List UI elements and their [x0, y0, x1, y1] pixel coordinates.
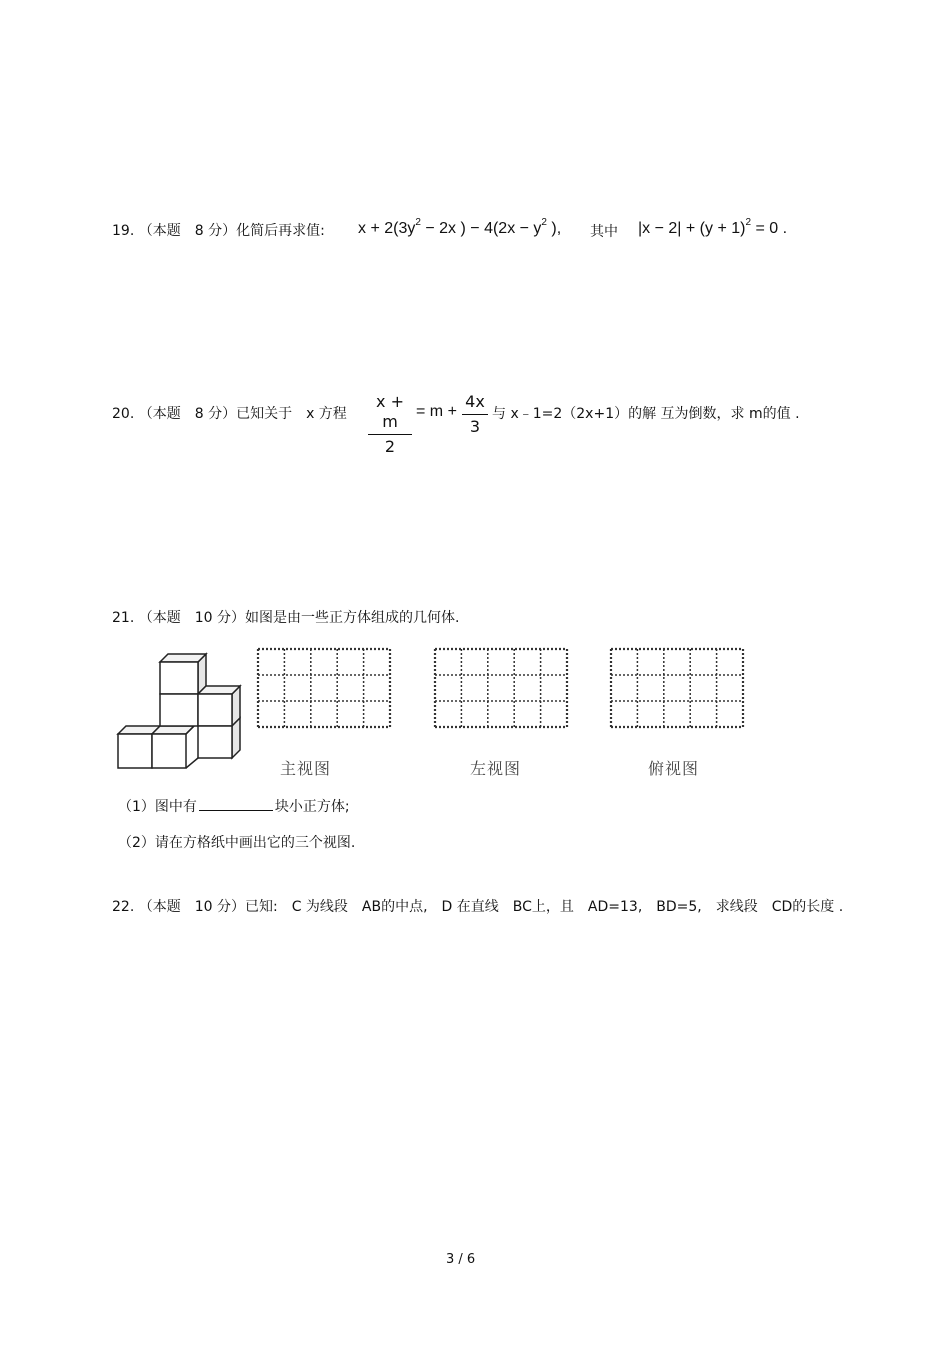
cube-side	[232, 718, 240, 758]
cube-front	[198, 726, 232, 758]
q22-meta: （本题 10 分）已知: C 为线段 AB的中点, D 在直线 BC上，且 AD=13, BD=5, 求线段 CD的长度 .	[138, 899, 844, 915]
q19-where: 其中	[590, 224, 618, 240]
q21-part1: （1）图中有 块小正方体;	[118, 799, 350, 815]
page-number: 3 / 6	[446, 1252, 476, 1267]
cube-top	[160, 654, 206, 662]
q20-rest: 与 x﹣1=2（2x+1）的解 互为倒数，求 m的值 .	[492, 406, 800, 422]
left-view-grid	[433, 647, 569, 729]
q21-line	[112, 607, 459, 627]
q19-meta: （本题 8 分）化简后再求值:	[138, 223, 325, 239]
cube-front	[152, 734, 186, 768]
q20-equals: = m +	[416, 403, 457, 420]
answer-blank[interactable]	[199, 798, 273, 811]
q21-meta: （本题 10 分）如图是由一些正方体组成的几何体.	[138, 610, 460, 626]
q19-number: 19.	[112, 223, 135, 239]
q22-number: 22.	[112, 899, 135, 915]
cube-front	[118, 734, 152, 768]
q20-fraction-2: 4x 3	[462, 392, 488, 437]
cube-front	[160, 694, 198, 726]
q19-expression: $x + 2(3y^2 - 2x$ ) − $4(2x - y^2$ ),	[358, 217, 562, 237]
cube-front	[160, 662, 198, 694]
cube-solid-figure	[114, 652, 244, 774]
q20-fraction-1: x + m 2	[368, 392, 412, 457]
left-view-label: 左视图	[470, 759, 522, 778]
cube-top	[198, 686, 240, 694]
top-view-grid	[609, 647, 745, 729]
q19-line	[112, 220, 325, 240]
q20-meta: （本题 8 分）已知关于 x 方程	[138, 406, 347, 422]
cube-front	[198, 694, 232, 726]
front-view-label: 主视图	[280, 759, 332, 778]
q20-line	[112, 403, 347, 423]
q19-condition: $|x - 2| + (y + 1)^2 = 0$ .	[638, 217, 788, 237]
q22-line	[112, 896, 843, 916]
front-view-grid	[256, 647, 392, 729]
q21-number: 21.	[112, 610, 135, 626]
q20-number: 20.	[112, 406, 135, 422]
top-view-label: 俯视图	[648, 759, 700, 778]
q21-part2: （2）请在方格纸中画出它的三个视图.	[118, 835, 356, 851]
